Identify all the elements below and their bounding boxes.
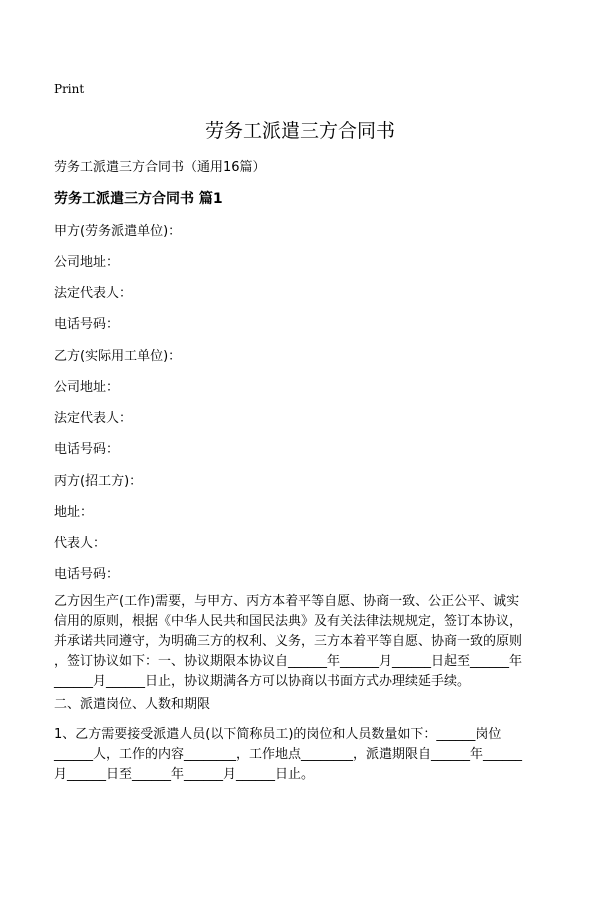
clause-line: 月______日至______年______月______日止。 xyxy=(54,767,315,782)
party-a-phone: 电话号码： xyxy=(54,317,120,332)
clause-one xyxy=(54,725,554,785)
party-a-rep: 法定代表人： xyxy=(54,286,133,301)
clause-line: ______人，工作的内容________，工作地点________，派遣期限自______年______ xyxy=(54,747,523,762)
party-a-address: 公司地址： xyxy=(54,255,120,270)
print-label: Print xyxy=(54,82,85,96)
section-heading: 劳务工派遣三方合同书 篇1 xyxy=(54,191,223,207)
party-b-rep: 法定代表人： xyxy=(54,411,133,426)
section-two-heading: 二、派遣岗位、人数和期限 xyxy=(54,697,211,712)
party-b-phone: 电话号码： xyxy=(54,442,120,457)
party-c-address: 地址： xyxy=(54,505,94,520)
intro-paragraph xyxy=(54,592,554,692)
party-c-phone: 电话号码： xyxy=(54,567,120,582)
party-c-label: 丙方(招工方)： xyxy=(54,474,143,489)
intro-line: ，签订协议如下：一、协议期限本协议自______年______月______日起至______年 xyxy=(54,654,523,669)
intro-line: 信用的原则，根据《中华人民共和国民法典》及有关法律法规规定，签订本协议， xyxy=(54,614,523,629)
intro-line: ______月______日止，协议期满各方可以协商以书面方式办理续延手续。 xyxy=(54,674,471,689)
clause-line: 1、乙方需要接受派遣人员(以下简称员工)的岗位和人员数量如下：______岗位 xyxy=(54,727,502,742)
party-b-address: 公司地址： xyxy=(54,380,120,395)
document-title: 劳务工派遣三方合同书 xyxy=(204,120,395,142)
document-subtitle: 劳务工派遣三方合同书（通用16篇） xyxy=(54,160,266,175)
party-a-label: 甲方(劳务派遣单位)： xyxy=(54,224,182,239)
party-b-label: 乙方(实际用工单位)： xyxy=(54,349,182,364)
intro-line: 并承诺共同遵守，为明确三方的权利、义务，三方本着平等自愿、协商一致的原则 xyxy=(54,634,523,649)
party-c-rep: 代表人： xyxy=(54,536,107,551)
intro-line: 乙方因生产(工作)需要，与甲方、丙方本着平等自愿、协商一致、公正公平、诚实 xyxy=(54,594,520,609)
